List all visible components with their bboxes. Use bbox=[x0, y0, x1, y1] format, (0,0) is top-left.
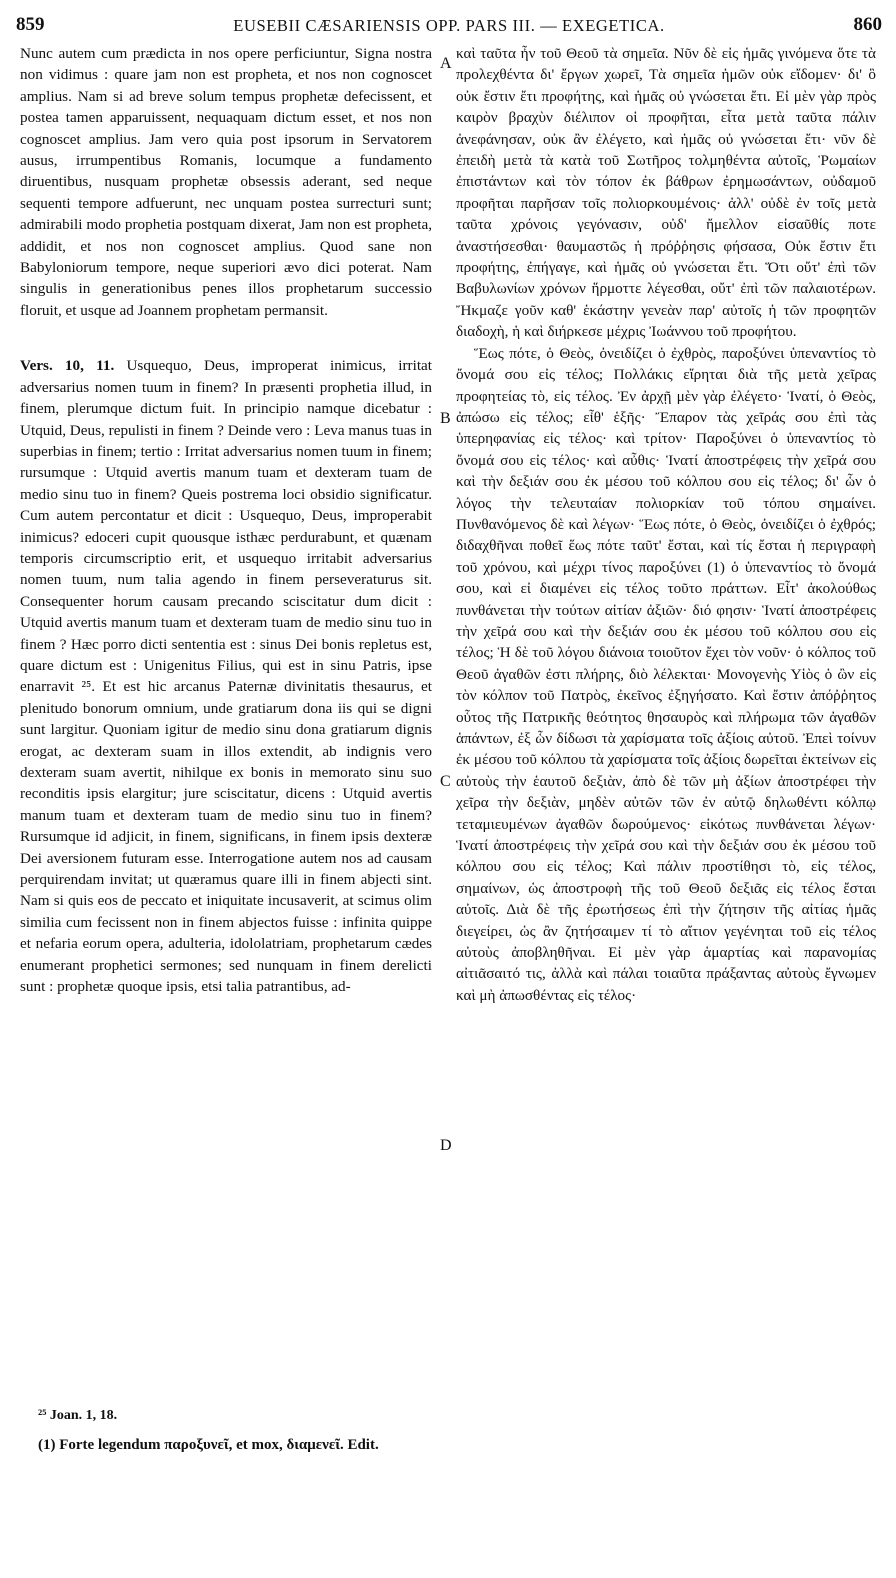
page-number-left: 859 bbox=[16, 14, 45, 35]
page-header bbox=[16, 14, 882, 40]
greek-paragraph-2: Ἕως πότε, ὁ Θεὸς, ὀνειδίζει ὁ ἐχθρὸς, παροξύνει ὑπεναντίος τὸ ὄνομά σου εἰς τέλος; Πολλάκις εἴρηται διὰ τῆς μετὰ χεῖρας προφητείας τὸ, εἰς τέλος. Ἐν ἀρχῇ μὲν γὰρ ἐλέγετο· Ἱνατί, ὁ Θεὸς, ἀπώσω εἰς τέλος; εἶθ' ἑξῆς· Ἔπαρον τὰς χεῖράς σου ἐπὶ τὰς ὑπερηφανίας εἰς τέλος· καὶ τρίτον· Παροξύνει ὁ ὑπεναντίος τὸ ὄνομά σου εἰς τέλος· καὶ αὖθις· Ἱνατί ἀποστρέφεις τὴν χεῖρά σου καὶ τὴν δεξιάν σου ἐκ μέσου τοῦ κόλπου σου εἰς τέλος; δι' ὧν ὁ λόγος τὴν τελευταίαν πολιορκίαν τοῦ τόπου σημαίνει. Πυνθανόμενος δὲ καὶ λέγων· Ἕως πότε, ὁ Θεὸς, ὀνειδίζει ὁ ἐχθρός; διδαχθῆναι ποθεῖ ἕως πότε ταῦτ' ἔσται, καὶ τίς ἔσται ἡ περιγραφὴ τοῦ χρόνου, καὶ μέχρι τίνος παροξύνει (1) ὁ ὑπεναντίος τὸ ὄνομά σου, καὶ εἰ διαμένει εἰς τέλος τοῦτο πράττων. Εἶτ' ἀκολούθως πυνθάνεται τὴν τούτων αἰτίαν ἀξιῶν· διό φησιν· Ἱνατί ἀποστρέφεις τὴν χεῖρά σου καὶ τὴν δεξιάν σου ἐκ μέσου τοῦ κόλπου σου εἰς τέλος; Ἡ δὲ τοῦ λόγου διάνοια τοιοῦτον ἔχει τὸν νοῦν· ὁ κόλπος τοῦ Θεοῦ ἀγαθῶν ἐστι πλήρης, διὸ λέλεκται· Μονογενὴς Υἱὸς ὁ ὢν εἰς τὸν κόλπον τοῦ Πατρὸς, ἐκεῖνος ἐξηγήσατο. Καὶ ἔστιν ἀπόῤῥητος οὗτος τῆς Πατρικῆς θεότητος θησαυρὸς καὶ πλήρωμα τῶν ἀγαθῶν ἁπάντων, ἐξ ὧν δίδωσι τὰ χαρίσματα τοῖς ἀξίοις αὐτοῦ. Ἐπεὶ τοίνυν ἐκ μέσου τοῦ κόλπου τὰ χαρίσματα τοῖς ἀξίοις δωρεῖται ἐκτείνων εἰς αὐτοὺς τὴν ἑαυτοῦ δεξιὰν, ἀπὸ δὲ τῶν μὴ ἀξίων ἀποστρέφει τὴν χεῖρα τὴν δεξιὰν, μηδὲν αὐτῶν τῶν ἐν αὐτῷ δηλωθέντι κόλπῳ τεταμιευμένων ἀγαθῶν δωρούμενος· εἰκότως πυνθάνεται λέγων· Ἱνατί ἀποστρέφεις τὴν χεῖρά σου καὶ τὴν δεξιάν σου ἐκ μέσου τοῦ κόλπου σου εἰς τέλος; Καὶ πάλιν προστίθησι τὸ, εἰς τέλος, σημαίνων, ὡς ἀποστροφὴ τῆς τοῦ Θεοῦ δεξιᾶς εἰς τέλος ἔσται αὐτοῖς. Διὰ δὲ τῆς ἐρωτήσεως ἐπὶ τὴν ζήτησιν τῆς αἰτίας ἡμᾶς διεγείρει, ὡς ἂν ζητήσαιμεν τί τὸ αἴτιον γεγένηται τοῦ εἰς τέλος αὐτοὺς ἀποβληθῆναι. Εἰ μὲν γὰρ ἁμαρτίας καὶ παρανομίας αἰτιᾶσαιτό τις, ἀλλὰ καὶ πάλαι τοιαῦτα πράξαντας αὐτοὺς ἔγνωμεν καὶ μὴ ἀπωσθέντας εἰς τέλος· bbox=[456, 344, 876, 1004]
verse-heading: Vers. 10, 11. bbox=[20, 357, 115, 375]
margin-letter-c: C bbox=[440, 773, 451, 790]
running-title: EUSEBII CÆSARIENSIS OPP. PARS III. — EXEGETICA. bbox=[233, 16, 665, 35]
margin-letter-a: A bbox=[440, 55, 452, 72]
margin-letter-d: D bbox=[440, 1137, 452, 1154]
greek-paragraph-1: καὶ ταῦτα ἦν τοῦ Θεοῦ τὰ σημεῖα. Νῦν δὲ εἰς ἡμᾶς γινόμενα ὅτε τὰ προλεχθέντα δι' ἔργων χωρεῖ, Τὰ σημεῖα ἡμῶν οὐκ εἴδομεν· δι' ὃ οὐκ ἔστιν ἔτι προφήτης, καὶ ἡμᾶς οὐ γνώσεται ἔτι. Εἰ μὲν γὰρ πρὸς καιρὸν βραχὺν διέλιπον οἱ προφῆται, εἶτα μετὰ ταῦτα πάλιν ἀνεφάνησαν, οὐκ ἂν ἐλέγετο, καὶ ἡμᾶς οὐ γνώσεται ἔτι· νῦν δὲ ἐπειδὴ μετὰ τὰ κατὰ τοῦ Σωτῆρος τολμηθέντα αὐτοῖς, Ῥωμαίων ἐπιστάντων καὶ τὸν τόπον ἐκ βάθρων ἐρημωσάντων, οὐδαμοῦ προφῆται παρῆσαν τοῖς πολιορκουμένοις· ἀλλ' οὐδὲ ἐν τοῖς μετὰ ταῦτα χρόνοις γεγόνασιν, οὐδ' ἤμελλον εἰσαῦθίς ποτε ἀναστήσεσθαι· θαυμαστῶς ἡ πρόῤῥησις φήσασα, Οὐκ ἔστιν ἔτι προφήτης, ἐπήγαγε, καὶ ἡμᾶς οὐ γνώσεται ἔτι. Ὅτι οὔτ' ἐπὶ τῶν Βαβυλωνίων χρόνων ἥρμοττε λέγεσθαι, οὔτ' ἐπὶ τῶν παλαιοτέρων. Ἤκμαζε γοῦν καθ' ἑκάστην γενεὰν παρ' αὐτοῖς ἡ τῶν προφητῶν διαδοχὴ, ἡ καὶ διήρκεσε μέχρις Ἰωάννου τοῦ προφήτου. bbox=[456, 45, 876, 341]
latin-column bbox=[20, 43, 432, 997]
greek-column bbox=[456, 43, 876, 1006]
page-number-right: 860 bbox=[853, 14, 882, 35]
latin-paragraph-2 bbox=[20, 355, 432, 997]
footnote: ²⁵ Joan. 1, 18. bbox=[38, 1408, 118, 1423]
latin-paragraph-1: Nunc autem cum prædicta in nos opere perficiuntur, Signa nostra non vidimus : quare jam non est propheta, et nos non cognoscet amplius. Nam si ad breve solum tempus prophetæ defecissent, et postea tamen apparuissent, nequaquam dictum esset, et nos non cognoscet amplius. Jam vero quia post ipsorum in Servatorem ausus, irrumpentibus Romanis, locumque a fundamento diruentibus, nusquam prophetæ obsessis aderant, sed neque sequenti tempore adfuerunt, nec unquam postea surrecturi sunt; admirabili modo prophetia postquam dixerat, Jam non est propheta, addidit, et nos non cognoscet amplius. Quod sane non Babyloniorum tempore, neque superiori ævo dici poterat. Nam singulis in generationibus penes illos prophetarum successio floruit, et usque ad Joannem prophetam permansit. bbox=[20, 45, 432, 319]
editor-note: (1) Forte legendum παροξυνεῖ, et mox, διαμενεῖ. Edit. bbox=[38, 1437, 379, 1453]
latin-paragraph-2-text: Usquequo, Deus, improperat inimicus, irritat adversarius nomen tuum in finem? In præsenti prophetia illud, in finem, plerumque dictum fuit. In principio namque dicebatur : Utquid, Deus, repulisti in finem ? Deinde vero : Leva manus tuas in superbias in finem; tertio : Irritat adversarius nomen tuum in finem; rursumque : Utquid avertis manum tuam et dexteram tuam de medio sinu tuo in finem? Queis postrema loci obsidio significatur. Cum autem percontatur et dicit : Usquequo, Deus, improperabit inimicus? edoceri cupit quousque isthæc perdurabunt, et quænam temporis circumscriptio erit, et usquequo irritabit adversarius nomen tuum, num talia agendo in finem perseveraturus sit. Consequenter horum causam precando sciscitatur dum dicit : Utquid avertis manum tuam et dexteram tuam de medio sinu tuo in finem ? Hæc porro dicti sententia est : sinus Dei bonis repletus est, quare dictum est : Unigenitus Filius, qui est in sinu Patris, ipse enarravit ²⁵. Et est hic arcanus Paternæ divinitatis thesaurus, et plenitudo bonorum omnium, unde gratiarum dona iis qui se digni sunt largitur. Quoniam igitur de medio sinu dona gratiarum dignis erogat, ac dexteram suam in illos extendit, ab indignis vero dexteram suam avertit, nihilque ex bonis in memorato sinu suo reconditis ipsis elargitur; jure sciscitatur, dicens : Utquid avertis manum tuam et dexteram tuam de medio sinu tuo in finem? Rursumque id adjicit, in finem, significans, in finem ipsis dexteræ Dei aversionem futuram esse. Interrogatione autem nos ad causam perquirendam invitat; ut quæramus quare illi in finem abjecti sint. Nam si quis eos de peccato et iniquitate incusaverit, at scimus olim similia cum fecissent non in finem abjectos fuisse : infinita quippe et nefaria eorum opera, adulteria, idololatriam, prophetarum cædes enumerant prophetici sermones; sed nunquam in finem derelicti sunt : prophetæ quoque ipsis, etsi talia patrantibus, ad- bbox=[20, 357, 433, 996]
margin-letter-b: B bbox=[440, 410, 451, 427]
